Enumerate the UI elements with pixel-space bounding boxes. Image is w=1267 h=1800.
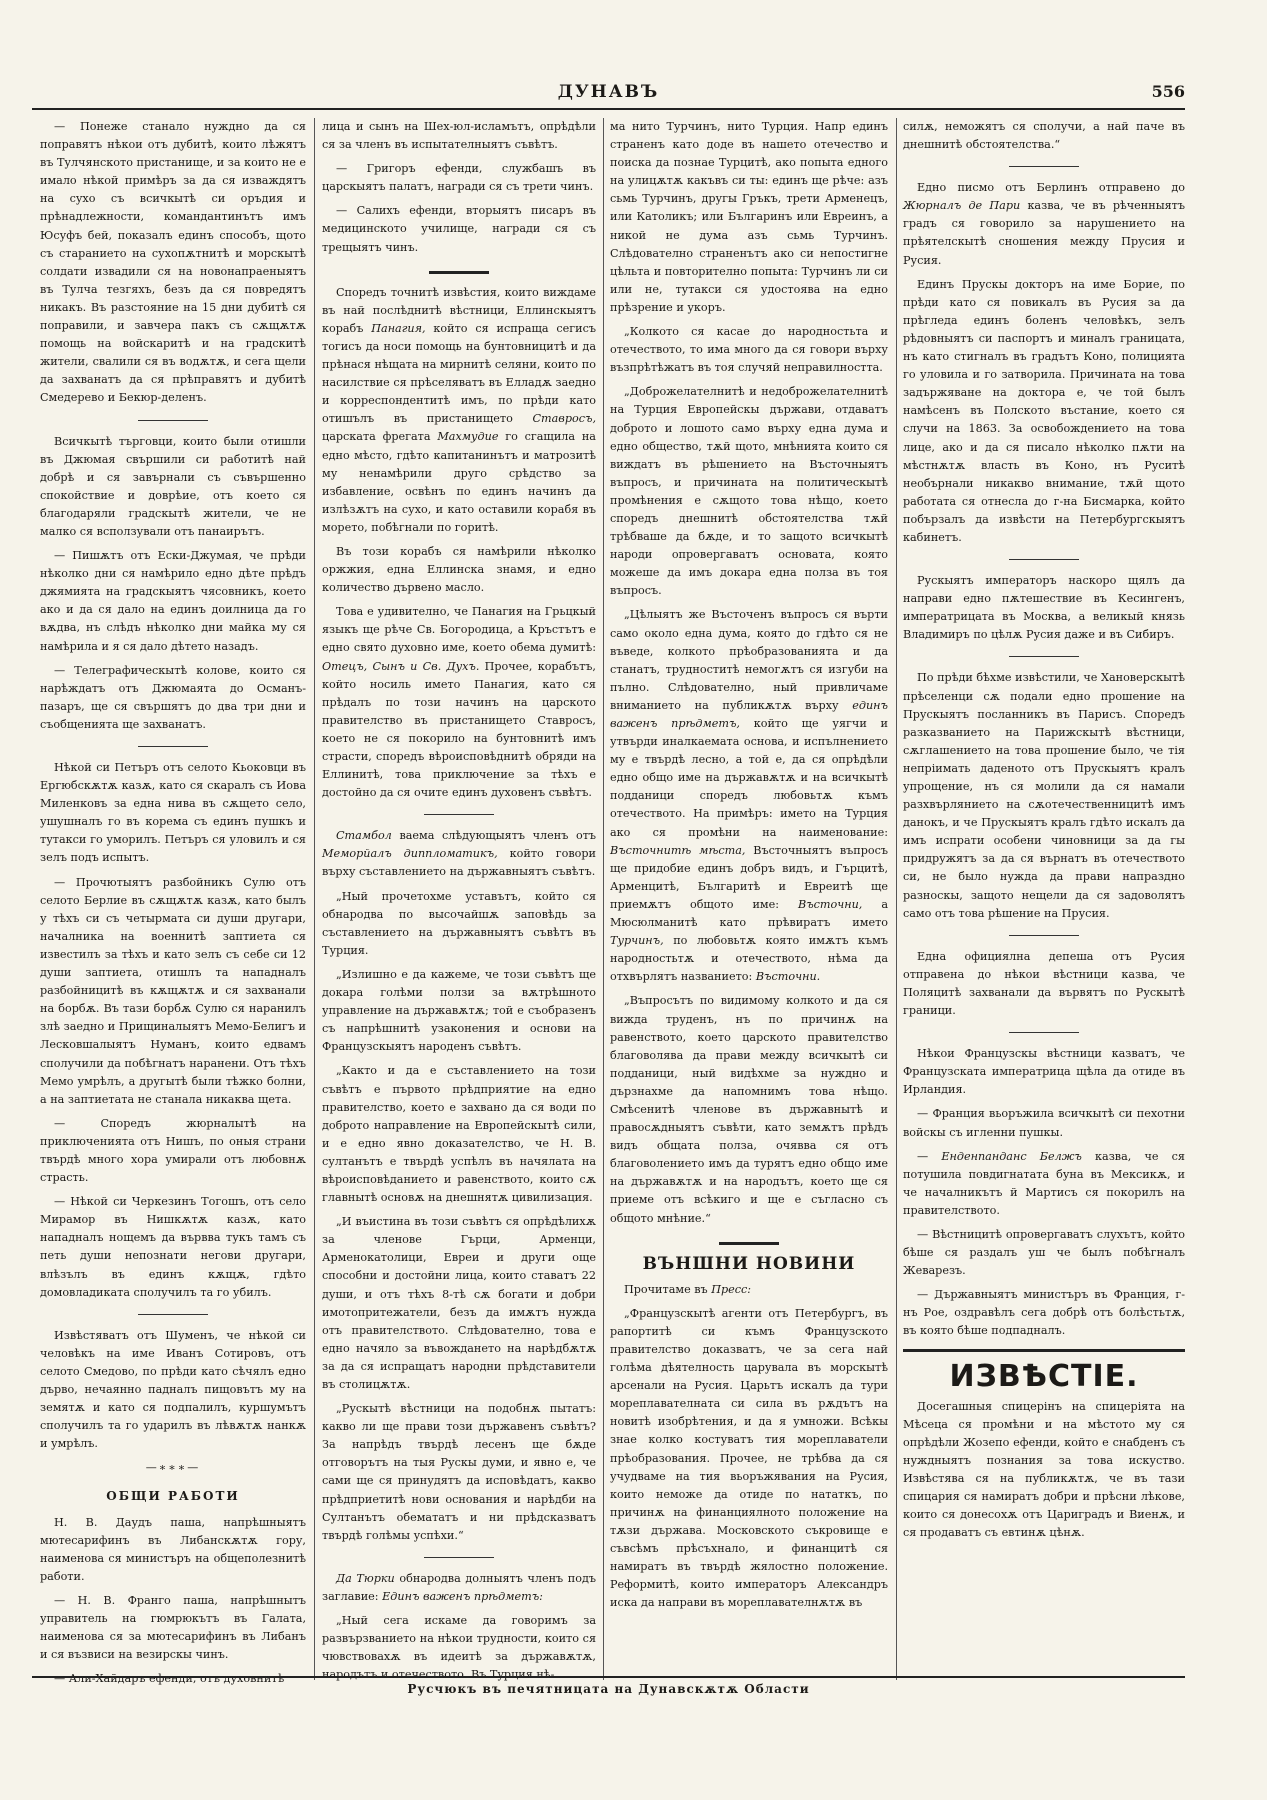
text-run: казва, че ся потушила повдигнатата буна въ Мексикѫ, и че началникътъ й Мартисъ ся покорилъ на правителството. <box>903 1149 1185 1217</box>
text-run: Споредъ точнитѣ извѣстия, които виждаме въ най послѣднитѣ вѣстници, Еллинскыятъ корабъ <box>322 285 596 335</box>
article-paragraph: „Ный прочетохме уставътъ, който ся обнародва по высочайшѫ заповѣдь за съставлението на държавныятъ съвѣтъ въ Турция. <box>322 889 596 957</box>
article-paragraph: Въ този корабъ ся намѣрили нѣколко оржжия, една Еллинска знамя, и едно количество дървено масло. <box>322 544 596 595</box>
text-run: Прочее, корабътъ, който носиль името Панагия, като ся прѣдалъ по този начинъ на царското правителство въ пристанището Ставросъ, което не ся покорило на бунтовнитѣ имъ страсти, споредъ вѣроисповѣднитѣ обряди на Еллинитѣ, това приключение за тѣхъ е достойно да ся очите единъ духовенъ съвѣтъ. <box>322 659 596 800</box>
article-paragraph: Извѣстяватъ отъ Шуменъ, че нѣкой си человѣкъ на име Иванъ Сотировъ, отъ селото Смедово, по прѣди като сѣчялъ едно дърво, нечаянно падналъ пищовътъ му на земятѫ и като ся подпалилъ, куршумътъ сполучилъ та го ударилъ въ лѣвѫтѫ нанкѫ и умрѣлъ. <box>40 1328 306 1451</box>
article-paragraph: — Али-Хайдаръ ефенди, отъ духовнитѣ <box>54 1672 285 1686</box>
column-3 <box>610 118 888 1670</box>
article-paragraph <box>610 1281 888 1299</box>
separator-rule <box>429 271 489 274</box>
footer-rule <box>32 1676 1185 1678</box>
text-run: Въсточныятъ въпросъ ще придобие единъ добръ видъ, и Гърцитѣ, Арменцитѣ, Българитѣ и Евреитѣ ще приемѫтъ общото име: <box>610 843 888 911</box>
article-paragraph: Нѣкои Французскы вѣстници казватъ, че Французската императрица щѣла да отиде въ Ирландия. <box>903 1047 1185 1097</box>
article-paragraph: — Н. В. Франго паша, напрѣшнытъ управитель на гюмрюкътъ въ Галата, наименова ся за мютесарифинъ въ Либанъ и ся възвиси на везирскы чинъ. <box>40 1593 306 1662</box>
text-run: обнародва долныятъ членъ подъ заглавие: <box>322 1571 597 1603</box>
italic-phrase: Турчинъ, <box>610 934 664 948</box>
separator-rule <box>1009 166 1079 167</box>
article-paragraph <box>322 603 596 802</box>
article-paragraph: — Вѣстницитѣ опровергаватъ слухътъ, който бѣше ся раздалъ уш че былъ побѣгналъ Жеварезъ. <box>903 1227 1185 1278</box>
italic-phrase: Въсточнитѣ мѣста, <box>610 843 746 857</box>
notice-heading: ИЗВѢСТІЕ. <box>949 1358 1139 1394</box>
article-paragraph: „Излишно е да кажеме, че този съвѣтъ ще докара голѣми ползи за вѫтрѣшното управление на държавѫтѫ; той е съобразенъ съ напрѣшнитѣ узаконения и основи на Французскыятъ народенъ съвѣтъ. <box>322 967 596 1054</box>
page-header <box>32 82 1185 112</box>
header-rule <box>32 108 1185 110</box>
ornament-divider: —∗∗∗— <box>145 1461 201 1475</box>
notice-paragraph: Досегашныя спицерiнъ на спицерiята на Мѣсеца ся промѣни и на мѣстото му ся опрѣдѣли Жозепо ефенди, който е снабденъ съ нуждныятъ познания за това искуство. Извѣстява ся на публикѫтѫ, че въ тази спицария ся намиратъ добри и прѣсни лѣкове, които ся донесохѫ отъ Цариградъ и Виенѫ, и ся продаватъ съ евтинѫ цѣнѫ. <box>903 1399 1185 1540</box>
text-run: който ще уягчи и утвърди иналкаемата основа, и испълнението му е твърдѣ лесно, а той е, да ся опрѣдѣли едно общо име на държавѫтѫ и на всичкытѣ подданици споредъ любовьтѫ къмъ отечеството. На примѣръ: името на Турция ако ся промѣни на наименование: <box>610 717 888 839</box>
article-paragraph: — Григоръ ефенди, службашъ въ царскыятъ палатъ, награди ся съ трети чинъ. <box>322 162 596 194</box>
article-paragraph <box>903 179 1185 269</box>
article-paragraph: — Пишѫтъ отъ Ески-Джумая, че прѣди нѣколко дни ся намѣрило едно дѣте прѣдъ джямията на градскыятъ чясовникъ, което ако и да ся дало на единъ доилница да го вѫдва, нъ слѣдъ нѣколко дни майка му ся намѣрила и я ся дало дѣтето назадъ. <box>40 549 306 653</box>
italic-phrase: единъ важенъ прѣдметъ, <box>610 698 888 730</box>
section-heading-general: ОБЩИ РАБОТИ <box>106 1489 240 1504</box>
italic-newspaper-name: Жюрналъ де Пари <box>903 199 1021 213</box>
column-4 <box>903 118 1185 1670</box>
separator-rule <box>424 814 494 815</box>
article-paragraph <box>610 606 888 986</box>
text-run: който ся испраща сегисъ тогисъ да носи помощь на бунтовницитѣ и да прѣнася нѣщата на мирнитѣ селяни, които по насилствие ся прѣселяватъ въ Елладѫ заедно и корреспондентитѣ имъ, по прѣди като отишълъ въ пристанището <box>322 321 597 426</box>
italic-ship-name: Панагия, <box>371 321 426 335</box>
article-paragraph <box>903 1148 1185 1220</box>
article-paragraph: Една официялна депеша отъ Русия отправена до нѣкои вѣстници казва, че Поляцитѣ захванали да вървятъ по Рускытѣ граници. <box>903 949 1185 1018</box>
text-run: казва, че въ рѣченныятъ градъ ся говорило за нарушението на прѣятелскытѣ сношения между Прусия и Русия. <box>903 199 1185 267</box>
article-paragraph: „Колкото ся касае до народностьта и отечеството, то има много да ся говори върху възпрѣтѣжатъ въ тоя случяй неправилността. <box>610 325 888 375</box>
article-paragraph: „Доброжелателнитѣ и недоброжелателнитѣ на Турция Европейскы държави, отдаватъ доброто и лошото само върху една дума и едно общество, тѫй щото, мнѣнията които ся виждатъ въ рѣшението на Въсточныятъ въпросъ, и причината на политическытѣ промѣнения е сѫщото това нѣщо, което споредъ днешнитѣ обстоятелства тѫй трѣбваше да бѫде, и то защото всичкытѣ народи опровергаватъ основата, която можеше да имъ докара една полза въ тоя въпросъ. <box>610 385 888 598</box>
column-2 <box>322 118 597 1682</box>
article-paragraph: — Франция вьоръжила всичкытѣ си пехотни войскы съ игленни пушкы. <box>903 1107 1185 1139</box>
article-paragraph <box>322 827 596 881</box>
article-paragraph: „И въистина въ този съвѣтъ ся опрѣдѣлихѫ за членове Гърци, Арменци, Арменокатолици, Евреи и други още способни и достойни лица, които ставатъ 22 души, и отъ тѣхъ 8-тѣ сѫ богати и добри имотопритежатели, безъ да имѫтъ нужда отъ правителството. Слѣдователно, това е едно начяло за въвождането на нарѣдбѫтѫ за да ся испращатъ народни прѣдставители въ столицѫтѫ. <box>322 1215 596 1391</box>
article-paragraph: Нѣкой си Петъръ отъ селото Кьоковци въ Ергюбскѫтѫ казѫ, като ся скаралъ съ Иова Миленковъ за една нива въ сѫщето село, ушушналъ го въ корема съ единъ пушкъ и тутакси го уморилъ. Петъръ ся уловилъ и ся зелъ подъ испытъ. <box>40 761 306 865</box>
italic-newspaper-name: — Енденпанданс Белжъ <box>917 1149 1082 1163</box>
column-divider <box>603 118 604 1680</box>
article-paragraph: — Салихъ ефенди, вторыятъ писаръ въ медицинското училище, награди ся съ трещыятъ чинъ. <box>322 204 596 254</box>
italic-newspaper-name: Меморйалъ диппломатикъ, <box>322 847 498 861</box>
italic-phrase: Въсточни, <box>797 897 863 911</box>
text-run: го сгащила на едно мѣсто, гдѣто капитанинътъ и матрозитѣ му ненамѣрили друго срѣдство за избавление, освѣнъ по единъ начинъ да излѣзѫтъ на сухо, и като оставили корабя въ морето, побѣгнали по горитѣ. <box>322 430 596 534</box>
column-divider <box>896 118 897 1680</box>
article-paragraph: — Понеже станало нужднo да ся поправятъ нѣкои отъ дубитѣ, които лѣжятъ въ Тулчянското пристанище, и за които не е имало нѣкой примѣръ за да ся изваждятъ на сухо съ всичкытѣ си оръдия и прѣнадлежности, командантинътъ имъ Юсуфъ бей, показалъ единъ способъ, щото съ старанието на сухопѫтнитѣ и морскытѣ солдати извадили ся на новонапраеныятъ въ Тулча тезгяхъ, безъ да ся повредятъ никакъ. Въ разстояние на 15 дни дубитѣ ся поправили, и завчера пакъ съ сѫщѫтѫ помощь на войскаритѣ и на градскитѣ жители, свалили ся въ водѫтѫ, и сега щели да захванатъ да ся прѣправятъ и дубитѣ Смедерево и Бекюр-деленъ. <box>40 120 307 405</box>
article-paragraph: По прѣди бѣхме извѣстили, че Хановерскытѣ прѣселенци сѫ подали едно прошение на Прускыятъ посланникъ въ Парисъ. Споредъ разказванието на Парижскытѣ вѣстници, сѫглашението на това прошение было, че тiя непрiимать даденото отъ Прускыятъ кралъ упрощение, нъ ся молили да ся намали разхвърлянието на сѫотечественницитѣ имъ данокъ, и че Прускыятъ кралъ гдѣто искалъ да имъ испрати особени чиновници за да гы придружятъ за да ся върнатъ въ отечеството си, не было нужда да прави напраздно разноскы, защото нещели да ся задоволятъ само отъ това рѣшение на Прусия. <box>903 671 1185 920</box>
article-paragraph: лица и сынъ на Шех-юл-исламътъ, опрѣдѣли ся за членъ въ испытателныятъ съвѣтъ. <box>322 120 596 152</box>
text-run: Прочитаме въ <box>624 1282 708 1296</box>
article-paragraph: ма нито Турчинъ, нито Турция. Напр единъ страненъ като доде въ нашето отечество и поиска да познае Турцитѣ, ако попыта едного на улицѫтѫ какъвъ си ты: единъ ще рѣче: азъ сьмь Турчинъ, другы Гръкъ, трети Арменецъ, или Католикъ; или Българинъ или Евреинъ, а никой не дума азъ сьмь Турчинъ. Слѣдователно страненътъ ако си непостигне цѣльта и повторително попыта: Турчинъ ли си или не, тутакси ся удостоява на едно прѣзрение и укоръ. <box>610 120 888 314</box>
italic-place-name: Ставросъ, <box>532 412 596 426</box>
separator-rule <box>1009 656 1079 657</box>
article-paragraph <box>322 1570 596 1606</box>
separator-rule <box>1009 935 1079 936</box>
italic-newspaper-name: Да Тюрки <box>336 1571 395 1585</box>
separator-rule <box>138 420 208 421</box>
article-paragraph: „Въпросътъ по видимому колкото и да ся вижда труденъ, нъ по причинѫ на равенството, което царското правителство благоволява да прави между всичкытѣ си подданици, ный видѣхме за нуждно и дързнахме да напомнимъ това нѣщо. Смѣсенитѣ членове въ държавнытѣ и правосѫдныятъ съвѣти, като земѫтъ прѣдъ видъ общата полза, очявва ся отъ благоволението имъ да турятъ едно общо име на държавѫтѫ и на народътъ, което ще ся приеме отъ всѣкиго и ще е съгласно съ общото мнѣние.“ <box>610 994 888 1225</box>
text-run: царската фрегата <box>322 430 431 444</box>
article-paragraph: Н. В. Даудъ паша, напрѣшныятъ мютесарифинъ въ Либанскѫтѫ гору, наименова ся министъръ на общеполезнитѣ работи. <box>40 1515 306 1583</box>
article-paragraph: — Споредъ жюрналытѣ на приключенията отъ Нишъ, по оныя страни твърдѣ много хора умирали отъ любовнѫ страсть. <box>40 1116 306 1185</box>
article-paragraph: Единъ Прускы докторъ на име Борие, по прѣди като ся повикалъ въ Русия за да прѣгледа единъ боленъ человѣкъ, зелъ рѣдовныятъ си паспортъ и миналъ границата, нъ като стигналъ въ градътъ Коно, полицията го уловила и го затворила. Причината на това задържяване на доктора е, че той былъ намѣсенъ въ Полското въстание, което ся случи на 1863. За освобождението на това лице, ако и да ся писало нѣколко пѫти на мѣстнѫтѫ власть въ Коно, нъ Руситѣ необърнали никакво внимание, тѫй щото работата ся отнесла до г-на Бисмарка, който побързалъ да извѣсти на Петербургскыятъ кабинетъ. <box>903 277 1185 544</box>
text-run: „Цѣлыятъ же Въсточенъ въпросъ ся върти само около една дума, която до гдѣто ся не въведе, колкото прѣобразованията и да станатъ, трудноститѣ немогѫтъ ся изгуби на пълно. Слѣдователно, ный привличаме вниманието на публикѫтѫ върху <box>610 608 888 712</box>
article-paragraph: „Както и да е съставлението на този съвѣтъ е първото прѣдприятие на едно правителство, което е захвано да ся води по доброто направление на Европейскытѣ сили, и е едно явно доказателство, че Н. В. султанътъ е твърдѣ успѣлъ въ начялата на вѣроисповѣданието и равенството, които сѫ главнытѣ основѫ на днешнятѫ цивилизация. <box>322 1064 596 1205</box>
page-number: 556 <box>1151 82 1185 101</box>
article-paragraph <box>322 284 596 537</box>
text-run: Това е удивително, че Панагия на Грьцкый языкъ ще рѣче Св. Богородица, а Кръстътъ е едно свято духовно име, което обема думитѣ: <box>322 605 596 655</box>
separator-rule <box>138 746 208 747</box>
italic-newspaper-name: Стамбол <box>336 829 392 843</box>
article-paragraph: силѫ, неможятъ ся сполучи, а най паче въ днешнитѣ обстоятелства.“ <box>903 120 1185 152</box>
article-paragraph: Рускыятъ императоръ наскоро щялъ да направи едно пѫтешествие въ Кесингенъ, императрицата въ Москва, а великый князь Владимиръ по цѣлѫ Русия даже и въ Сибиръ. <box>903 574 1185 642</box>
separator-rule <box>719 1242 779 1245</box>
section-heading-foreign-news: ВЪНШНИ НОВИНИ <box>642 1253 856 1274</box>
printer-imprint: Русчюкъ въ печятницата на Дунавскѫтѫ Области <box>407 1682 810 1696</box>
article-paragraph: — Телеграфическытѣ колове, които ся нарѣждатъ отъ Джюмаята до Османъ-пазаръ, ще ся свършятъ до два три дни и съобщенията ще захванатъ. <box>40 663 306 731</box>
italic-ship-name: Махмудие <box>437 430 499 444</box>
text-run: а Мюсюлманитѣ като прѣвиратъ името <box>610 897 888 930</box>
column-divider <box>314 118 315 1680</box>
italic-title: Единъ важенъ прѣдметъ: <box>382 1589 543 1603</box>
text-run: който говори върху съставлението на държавныятъ съвѣтъ. <box>322 847 596 879</box>
text-run: по любовьтѫ която имѫтъ къмъ народностьтѫ и отечеството, нѣма да отхвърлятъ названието: <box>610 934 888 984</box>
article-paragraph: — Нѣкой си Черкезинъ Тогошъ, отъ село Мирамор въ Нишкѫтѫ казѫ, като нападналъ нощемъ да вървва тукъ тамъ съ петь души непознати негови другари, влѣзълъ въ единъ кѫщѫ, гдѣто домовладиката сполучилъ та го убилъ. <box>40 1195 306 1299</box>
article-paragraph: „Рускытѣ вѣстници на подобнѫ пытатъ: какво ли ще прави този държавенъ съвѣтъ? За напрѣдъ твърдѣ лесенъ ще бѫде отговорътъ на тыя Рускы думи, и явно е, че сами ще ся принудятъ да исповѣдатъ, какво прѣдприетитѣ нови основания и нарѣдби на Султанътъ обемататъ и ни прѣдсказватъ твърдѣ голѣмы успѣхи.“ <box>322 1402 596 1542</box>
italic-newspaper-name: Пресс: <box>711 1282 752 1296</box>
masthead-title: ДУНАВЪ <box>557 82 660 102</box>
article-paragraph: Всичкытѣ търговци, които были отишли въ Джюмая свършили си работитѣ най добрѣ и ся завърнали съ съвършенно спокойствие и доврѣие, отъ което ся благодаряли градскытѣ жители, че не малко ся всползували отъ панаирътъ. <box>40 434 306 538</box>
notice-rule <box>903 1349 1185 1352</box>
text-run: Едно писмо отъ Берлинъ отправено до <box>917 181 1185 195</box>
article-paragraph: „Французскытѣ агенти отъ Петербургъ, въ рапортитѣ си къмъ Французското правителство доказватъ, че за сега най голѣма дѣятелность царувала въ морскытѣ арсенали на Русия. Царьтъ искалъ да тури мореплавателната си сила въ рѫдътъ на новитѣ изобрѣтения, и да я умножи. Всѣкы знае колко костуватъ тия мореплаватели прѣобразования. Прочее, не трѣбва да ся учудваме на тия вьоръжявания на Русия, които неможе да отиде по нататкъ, по причинѫ на финанциялното положение на тѫзи държава. Московското съкровище е съвсѣмъ прѣсъхнало, и финанцитѣ ся намиратъ въ твърдѣ жялостно положение. Реформитѣ, които императоръ Александръ иска да направи въ мореплавателнѫтѫ въ <box>610 1306 888 1610</box>
italic-phrase: Въсточни. <box>755 970 821 984</box>
italic-phrase: Отецъ, Сынъ и Св. Духъ. <box>322 659 480 673</box>
separator-rule <box>138 1314 208 1315</box>
article-paragraph: — Държавныятъ министъръ въ Франция, г-нъ Рое, оздравѣлъ сега добрѣ отъ болѣстьтѫ, въ която бѣше подпадналъ. <box>903 1288 1185 1338</box>
page-footer <box>32 1676 1185 1696</box>
separator-rule <box>1009 1032 1079 1033</box>
article-paragraph: „Ный сега искаме да говоримъ за развързванието на нѣкои трудности, които ся чювствовахѫ въ идеитѣ за държавѫтѫ, народътъ и отечеството. Въ Турция нѣ- <box>322 1614 596 1682</box>
separator-rule <box>1009 559 1079 560</box>
separator-rule <box>424 1557 494 1558</box>
column-1 <box>40 118 307 1686</box>
text-run: ваема слѣдующыятъ членъ отъ <box>399 829 596 843</box>
article-paragraph: — Прочютыятъ разбойникъ Сулю отъ селото Берлие въ сѫщѫтѫ казѫ, като былъ у тѣхъ си съ четырмата си души другари, началника на военнитѣ заптиета ся известилъ за тѣхъ и като зелъ съ себе си 12 души заптиета, отишлъ та нападналъ разбойницитѣ въ кѫщѫтѫ и ся захванали на борбѫ. Въ тази борбѫ Сулю ся наранилъ злѣ заедно и Прищиналыятъ Мемо-Белигъ и Лесковшалыятъ Нуманъ, които едвамъ сполучили да побѣгнатъ наранени. Отъ тѣхъ Мемо умрѣлъ, а другытѣ были тѣжко болни, а на заптиетата не станала никаква щета. <box>40 875 306 1106</box>
